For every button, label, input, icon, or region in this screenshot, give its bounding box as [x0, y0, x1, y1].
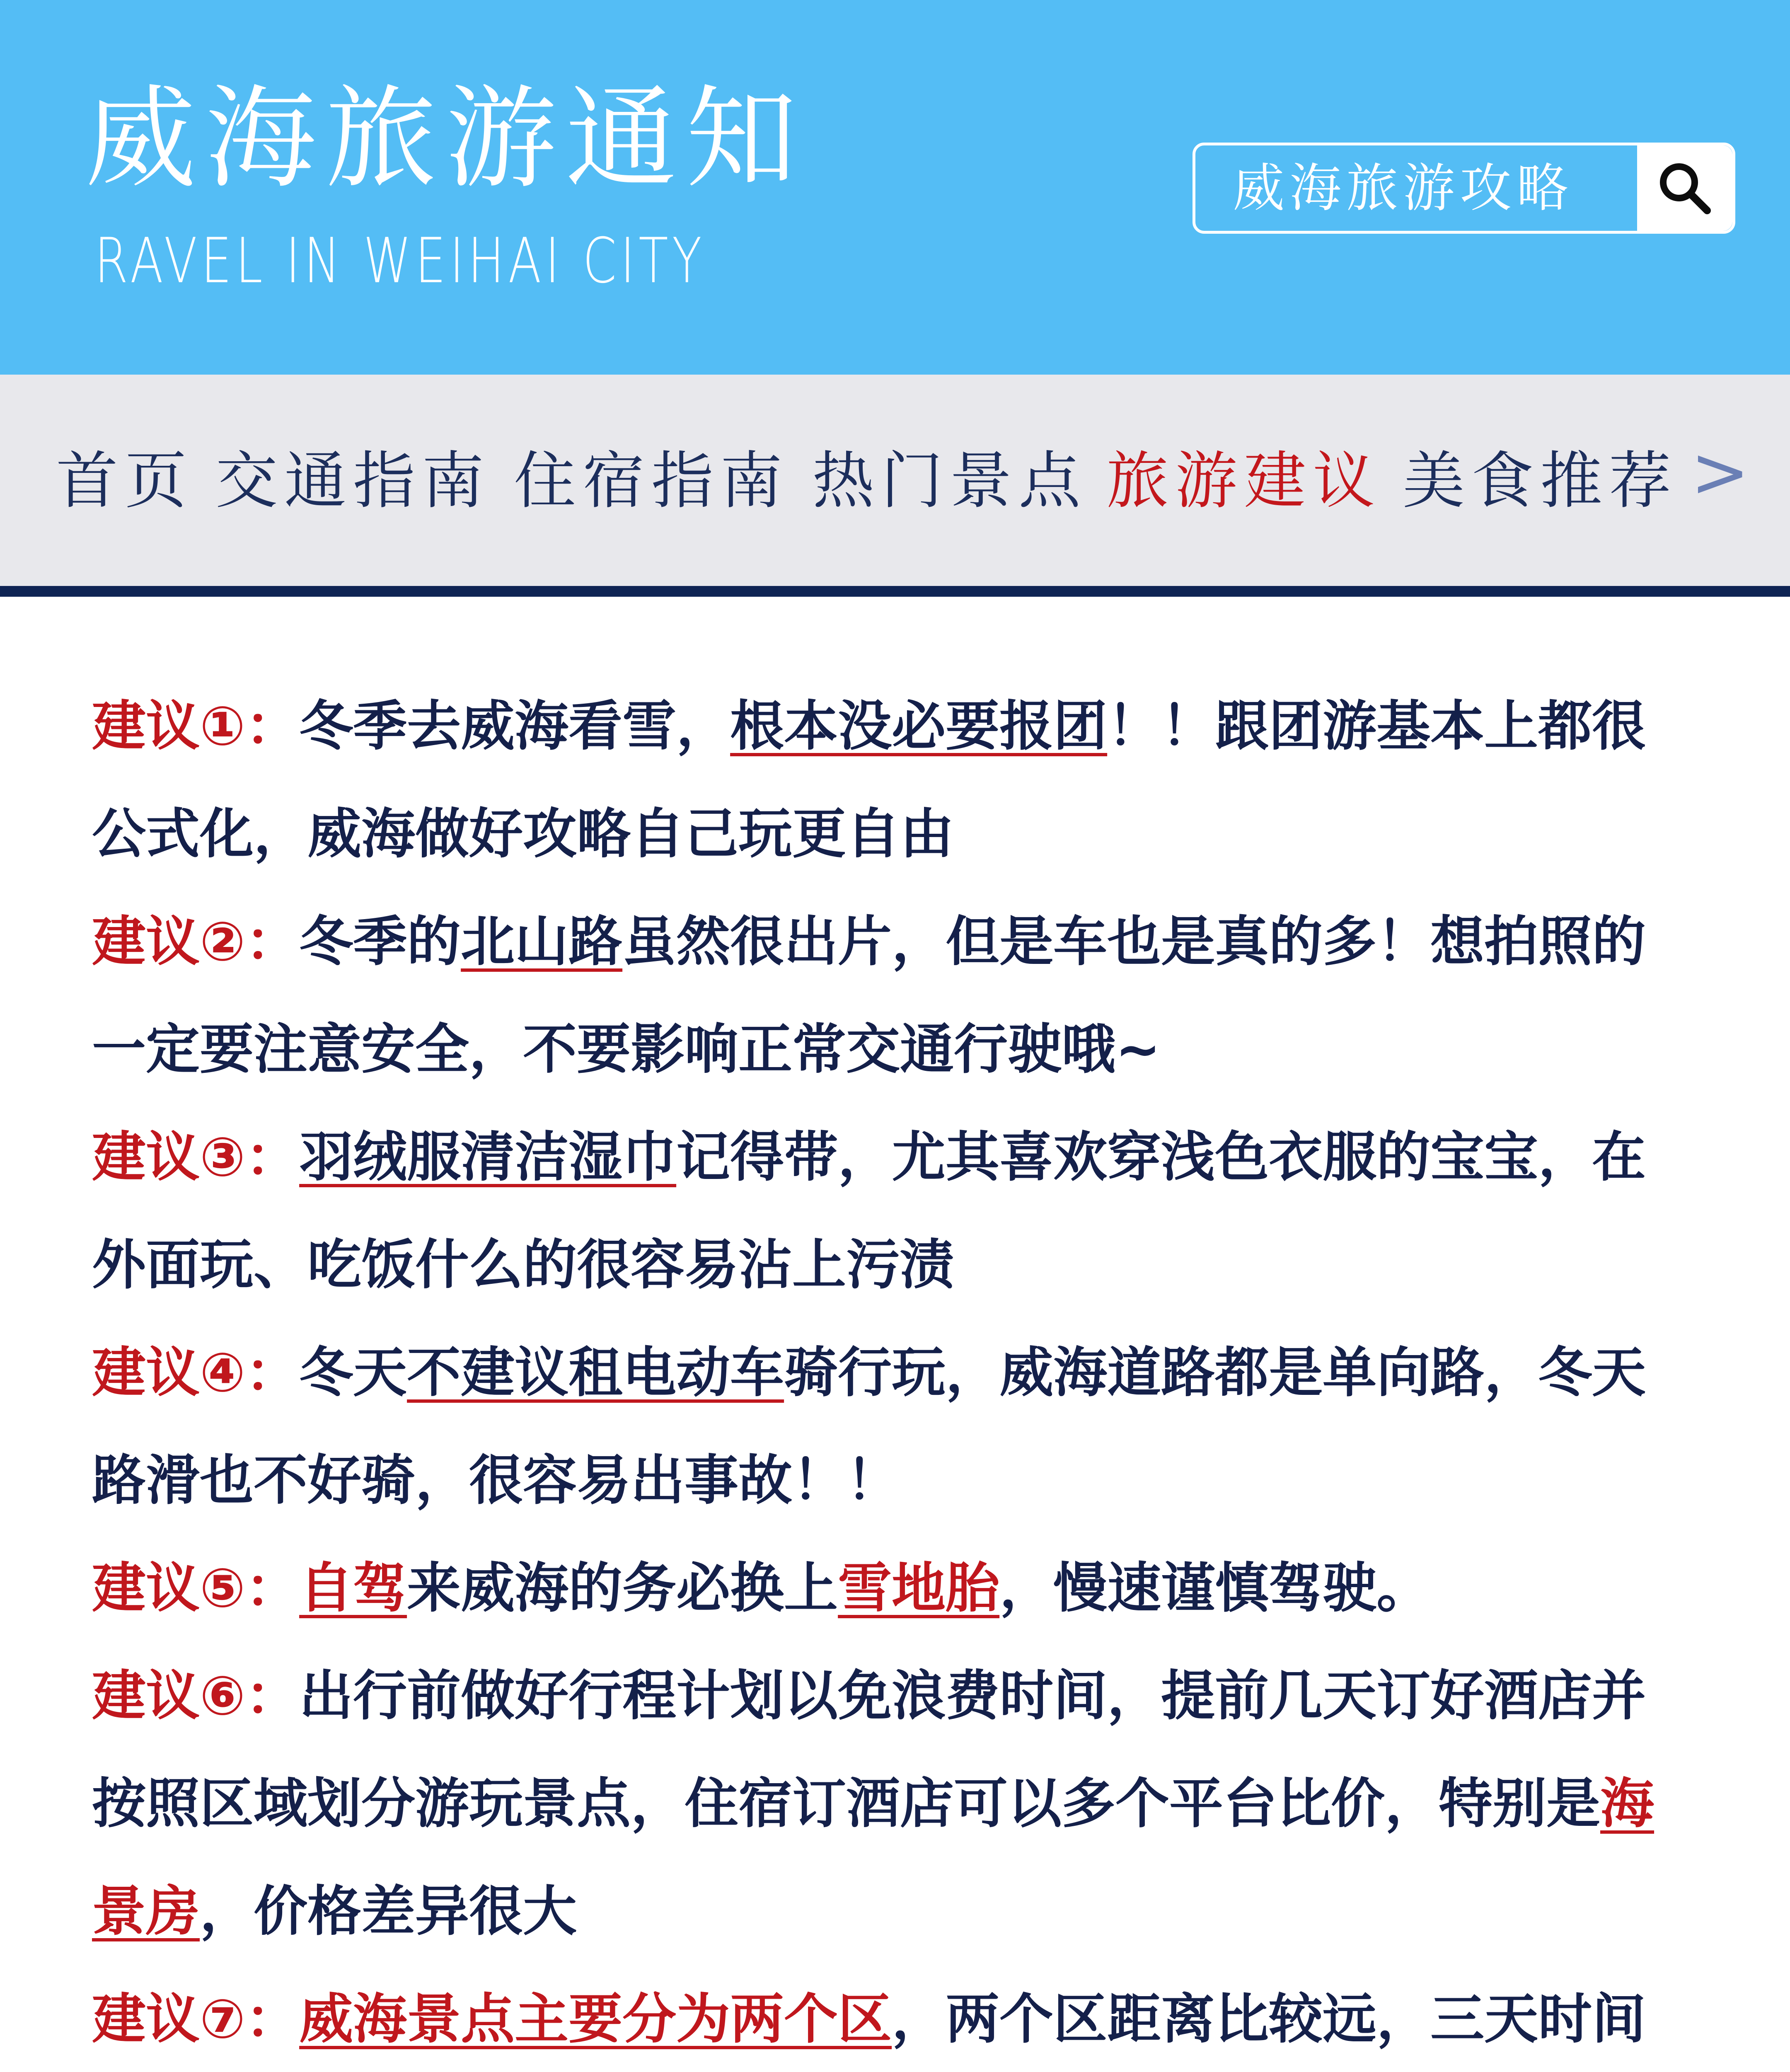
- tip-1: [92, 672, 1700, 888]
- nav-item-food[interactable]: 美食推荐: [1403, 445, 1678, 517]
- nav-more-arrow[interactable]: >: [1691, 431, 1750, 513]
- tip-text: 骑行玩，威海道路都是单向路，冬天路滑也不好骑，很容易出事故！！: [92, 1341, 1646, 1512]
- nav-item-travel-tips[interactable]: 旅游建议: [1106, 445, 1382, 517]
- nav-item-transport[interactable]: 交通指南: [215, 445, 491, 517]
- tip-label: 建议⑥：: [92, 1664, 300, 1727]
- search-box: [1193, 143, 1735, 234]
- tip-label: 建议②：: [92, 910, 300, 973]
- tip-text: ，慢速谨慎驾驶。: [999, 1556, 1431, 1619]
- tips-list: [92, 672, 1700, 2072]
- tip-highlight: 雪地胎: [838, 1556, 1000, 1619]
- page-title: 威海旅游通知: [85, 74, 806, 203]
- tip-7: [92, 1965, 1700, 2072]
- tip-text: 虽然很出片，但是车也是真的多！想拍照的一定要注意安全，不要影响正常交通行驶哦~: [92, 910, 1646, 1081]
- tip-2: [92, 888, 1700, 1103]
- tip-highlight: 自驾: [299, 1556, 407, 1619]
- tip-4: [92, 1319, 1700, 1534]
- tip-highlight: 根本没必要报团: [730, 695, 1108, 758]
- tip-text: ！！跟团游基本上都很公式化，威海做好攻略自己玩更自由: [92, 695, 1646, 865]
- nav-divider: [0, 586, 1790, 597]
- tip-text: 记得带，尤其喜欢穿浅色衣服的宝宝，在外面玩、吃饭什么的很容易沾上污渍: [92, 1126, 1646, 1296]
- tip-highlight: 北山路: [461, 910, 623, 973]
- tip-6: [92, 1642, 1700, 1965]
- tip-label: 建议①：: [92, 695, 300, 758]
- tip-text: 冬季去威海看雪，: [299, 695, 731, 758]
- search-button[interactable]: [1637, 145, 1732, 231]
- tip-5: [92, 1534, 1700, 1642]
- tip-highlight: 羽绒服清洁湿巾: [299, 1126, 677, 1188]
- tip-highlight: 威海景点主要分为两个区: [299, 1987, 892, 2050]
- tip-label: 建议⑦：: [92, 1987, 300, 2050]
- tip-text: 出行前做好行程计划以免浪费时间，提前几天订好酒店并按照区域划分游玩景点，住宿订酒店可以多个平台比价，特别是: [92, 1664, 1646, 1835]
- nav-bar: [0, 375, 1790, 586]
- tip-text: 来威海的务必换上: [407, 1556, 838, 1619]
- tip-label: 建议③：: [92, 1126, 300, 1188]
- nav-item-lodging[interactable]: 住宿指南: [514, 445, 789, 517]
- search-icon: [1656, 159, 1714, 217]
- tip-label: 建议④：: [92, 1341, 300, 1404]
- tip-text: ，两个区距离比较远，三天时间: [892, 1987, 1646, 2050]
- page-subtitle: RAVEL IN WEIHAI CITY: [94, 225, 706, 297]
- nav-item-attractions[interactable]: 热门景点: [812, 445, 1088, 517]
- tip-highlight: 不建议租电动车: [407, 1341, 784, 1404]
- tip-text: 冬天: [299, 1341, 407, 1404]
- tip-label: 建议⑤：: [92, 1556, 300, 1619]
- tip-highlight: 海景房: [92, 1772, 1655, 1943]
- tip-text: 冬季的: [299, 910, 461, 973]
- nav-item-home[interactable]: 首页: [56, 445, 194, 517]
- search-input[interactable]: [1195, 145, 1635, 231]
- tip-3: [92, 1103, 1700, 1319]
- tip-text: ，价格差异很大: [200, 1880, 577, 1943]
- header: [0, 0, 1790, 375]
